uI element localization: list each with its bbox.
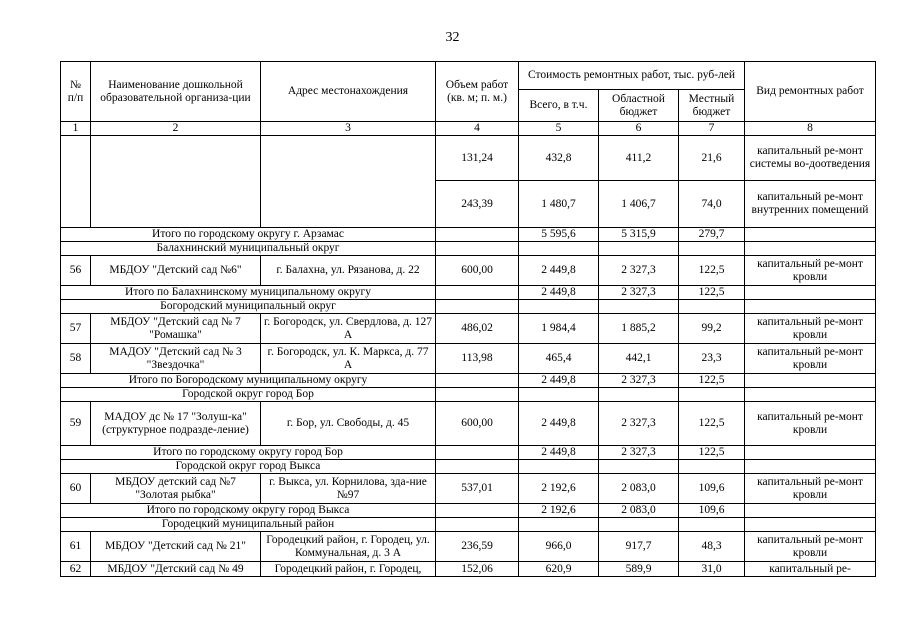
volume-cell: 537,01 xyxy=(436,474,519,504)
empty-cell xyxy=(745,460,876,474)
local-cell: 21,6 xyxy=(679,136,745,181)
repair-cost-table xyxy=(60,61,876,577)
volume-cell xyxy=(436,286,519,300)
empty-cell xyxy=(436,460,519,474)
col-number: 6 xyxy=(599,122,679,136)
empty-cell xyxy=(519,518,599,532)
local-cell: 74,0 xyxy=(679,181,745,228)
total-label: Итого по Балахнинскому муниципальному округу xyxy=(61,286,436,300)
total-cell: 2 449,8 xyxy=(519,402,599,446)
header-regional: Областной бюджет xyxy=(599,90,679,122)
address-cell: г. Бор, ул. Свободы, д. 45 xyxy=(261,402,436,446)
num-cell: 62 xyxy=(61,562,91,577)
address-cell: г. Балахна, ул. Рязанова, д. 22 xyxy=(261,256,436,286)
table-row xyxy=(61,562,876,577)
total-cell: 966,0 xyxy=(519,532,599,562)
section-title: Городской округ город Выкса xyxy=(61,460,436,474)
name-cell xyxy=(91,136,261,228)
volume-cell: 600,00 xyxy=(436,256,519,286)
total-label: Итого по Богородскому муниципальному округу xyxy=(61,374,436,388)
total-cell: 465,4 xyxy=(519,344,599,374)
table-row xyxy=(61,474,876,504)
volume-cell: 243,39 xyxy=(436,181,519,228)
num-cell: 57 xyxy=(61,314,91,344)
empty-cell xyxy=(599,460,679,474)
type-cell: капитальный ре-монт кровли xyxy=(745,256,876,286)
regional-cell: 411,2 xyxy=(599,136,679,181)
total-cell: 1 984,4 xyxy=(519,314,599,344)
header-address: Адрес местонахождения xyxy=(261,62,436,122)
header-row xyxy=(61,62,876,90)
total-row xyxy=(61,374,876,388)
empty-cell xyxy=(679,300,745,314)
regional-cell: 1 406,7 xyxy=(599,181,679,228)
local-cell: 48,3 xyxy=(679,532,745,562)
total-cell: 2 192,6 xyxy=(519,504,599,518)
type-cell xyxy=(745,504,876,518)
volume-cell: 486,02 xyxy=(436,314,519,344)
regional-cell: 2 327,3 xyxy=(599,286,679,300)
empty-cell xyxy=(745,300,876,314)
num-cell xyxy=(61,136,91,228)
local-cell: 279,7 xyxy=(679,228,745,242)
total-label: Итого по городскому округу город Бор xyxy=(61,446,436,460)
address-cell: Городецкий район, г. Городец, ул. Коммунальная, д. 3 А xyxy=(261,532,436,562)
total-cell: 432,8 xyxy=(519,136,599,181)
volume-cell xyxy=(436,446,519,460)
empty-cell xyxy=(599,388,679,402)
page-number: 32 xyxy=(445,30,460,45)
volume-cell: 600,00 xyxy=(436,402,519,446)
volume-cell xyxy=(436,374,519,388)
col-number: 2 xyxy=(91,122,261,136)
regional-cell: 2 327,3 xyxy=(599,446,679,460)
regional-cell: 2 083,0 xyxy=(599,474,679,504)
regional-cell: 2 083,0 xyxy=(599,504,679,518)
name-cell: МБДОУ "Детский сад № 7 "Ромашка" xyxy=(91,314,261,344)
total-label: Итого по городскому округу г. Арзамас xyxy=(61,228,436,242)
address-cell: г. Выкса, ул. Корнилова, зда-ние №97 xyxy=(261,474,436,504)
regional-cell: 442,1 xyxy=(599,344,679,374)
table-row xyxy=(61,532,876,562)
name-cell: МБДОУ "Детский сад №6" xyxy=(91,256,261,286)
volume-cell: 152,06 xyxy=(436,562,519,577)
table-row xyxy=(61,256,876,286)
empty-cell xyxy=(519,300,599,314)
empty-cell xyxy=(679,388,745,402)
address-cell: г. Богородск, ул. К. Маркса, д. 77 А xyxy=(261,344,436,374)
type-cell xyxy=(745,446,876,460)
total-row xyxy=(61,286,876,300)
type-cell xyxy=(745,286,876,300)
total-cell: 2 449,8 xyxy=(519,446,599,460)
table-row xyxy=(61,314,876,344)
header-cost: Стоимость ремонтных работ, тыс. руб-лей xyxy=(519,62,745,90)
regional-cell: 2 327,3 xyxy=(599,256,679,286)
address-cell: Городецкий район, г. Городец, xyxy=(261,562,436,577)
name-cell: МБДОУ "Детский сад № 49 xyxy=(91,562,261,577)
local-cell: 109,6 xyxy=(679,504,745,518)
section-row xyxy=(61,460,876,474)
volume-cell xyxy=(436,504,519,518)
section-title: Богородский муниципальный округ xyxy=(61,300,436,314)
num-cell: 56 xyxy=(61,256,91,286)
total-cell: 5 595,6 xyxy=(519,228,599,242)
num-cell: 60 xyxy=(61,474,91,504)
empty-cell xyxy=(745,242,876,256)
local-cell: 122,5 xyxy=(679,286,745,300)
type-cell: капитальный ре-монт кровли xyxy=(745,474,876,504)
empty-cell xyxy=(745,518,876,532)
empty-cell xyxy=(436,388,519,402)
empty-cell xyxy=(519,460,599,474)
total-label: Итого по городскому округу город Выкса xyxy=(61,504,436,518)
empty-cell xyxy=(436,518,519,532)
regional-cell: 5 315,9 xyxy=(599,228,679,242)
name-cell: МАДОУ "Детский сад № 3 "Звездочка" xyxy=(91,344,261,374)
header-local: Местный бюджет xyxy=(679,90,745,122)
num-cell: 58 xyxy=(61,344,91,374)
type-cell: капитальный ре-монт кровли xyxy=(745,314,876,344)
address-cell: г. Богородск, ул. Свердлова, д. 127 А xyxy=(261,314,436,344)
table-row xyxy=(61,136,876,181)
empty-cell xyxy=(519,388,599,402)
empty-cell xyxy=(436,300,519,314)
volume-cell xyxy=(436,228,519,242)
type-cell: капитальный ре-монт системы во-доотведения xyxy=(745,136,876,181)
address-cell xyxy=(261,136,436,228)
total-cell: 2 192,6 xyxy=(519,474,599,504)
type-cell xyxy=(745,374,876,388)
header-volume: Объем работ (кв. м; п. м.) xyxy=(436,62,519,122)
empty-cell xyxy=(679,460,745,474)
header-type: Вид ремонтных работ xyxy=(745,62,876,122)
empty-cell xyxy=(599,300,679,314)
name-cell: МБДОУ детский сад №7 "Золотая рыбка" xyxy=(91,474,261,504)
local-cell: 122,5 xyxy=(679,402,745,446)
table-row xyxy=(61,344,876,374)
header-name: Наименование дошкольной образовательной организа-ции xyxy=(91,62,261,122)
total-row xyxy=(61,446,876,460)
empty-cell xyxy=(745,388,876,402)
local-cell: 122,5 xyxy=(679,446,745,460)
empty-cell xyxy=(599,518,679,532)
type-cell: капитальный ре- xyxy=(745,562,876,577)
empty-cell xyxy=(519,242,599,256)
local-cell: 122,5 xyxy=(679,374,745,388)
table-row xyxy=(61,402,876,446)
section-row xyxy=(61,242,876,256)
type-cell: капитальный ре-монт кровли xyxy=(745,402,876,446)
local-cell: 109,6 xyxy=(679,474,745,504)
empty-cell xyxy=(599,242,679,256)
type-cell xyxy=(745,228,876,242)
empty-cell xyxy=(679,242,745,256)
header-num: № п/п xyxy=(61,62,91,122)
col-number: 7 xyxy=(679,122,745,136)
total-row xyxy=(61,504,876,518)
type-cell: капитальный ре-монт внутренних помещений xyxy=(745,181,876,228)
header-total: Всего, в т.ч. xyxy=(519,90,599,122)
col-number: 4 xyxy=(436,122,519,136)
total-cell: 2 449,8 xyxy=(519,374,599,388)
section-row xyxy=(61,518,876,532)
section-title: Балахнинский муниципальный округ xyxy=(61,242,436,256)
col-number: 5 xyxy=(519,122,599,136)
total-cell: 620,9 xyxy=(519,562,599,577)
local-cell: 99,2 xyxy=(679,314,745,344)
col-number: 3 xyxy=(261,122,436,136)
local-cell: 122,5 xyxy=(679,256,745,286)
section-title: Городской округ город Бор xyxy=(61,388,436,402)
volume-cell: 236,59 xyxy=(436,532,519,562)
section-title: Городецкий муниципальный район xyxy=(61,518,436,532)
regional-cell: 917,7 xyxy=(599,532,679,562)
total-cell: 2 449,8 xyxy=(519,256,599,286)
volume-cell: 113,98 xyxy=(436,344,519,374)
col-number: 1 xyxy=(61,122,91,136)
regional-cell: 2 327,3 xyxy=(599,402,679,446)
empty-cell xyxy=(436,242,519,256)
section-row xyxy=(61,388,876,402)
total-cell: 2 449,8 xyxy=(519,286,599,300)
local-cell: 31,0 xyxy=(679,562,745,577)
column-number-row xyxy=(61,122,876,136)
num-cell: 61 xyxy=(61,532,91,562)
regional-cell: 2 327,3 xyxy=(599,374,679,388)
volume-cell: 131,24 xyxy=(436,136,519,181)
type-cell: капитальный ре-монт кровли xyxy=(745,344,876,374)
regional-cell: 1 885,2 xyxy=(599,314,679,344)
local-cell: 23,3 xyxy=(679,344,745,374)
total-cell: 1 480,7 xyxy=(519,181,599,228)
num-cell: 59 xyxy=(61,402,91,446)
name-cell: МАДОУ дс № 17 "Золуш-ка" (структурное подразде-ление) xyxy=(91,402,261,446)
type-cell: капитальный ре-монт кровли xyxy=(745,532,876,562)
empty-cell xyxy=(679,518,745,532)
total-row xyxy=(61,228,876,242)
name-cell: МБДОУ "Детский сад № 21" xyxy=(91,532,261,562)
section-row xyxy=(61,300,876,314)
col-number: 8 xyxy=(745,122,876,136)
regional-cell: 589,9 xyxy=(599,562,679,577)
